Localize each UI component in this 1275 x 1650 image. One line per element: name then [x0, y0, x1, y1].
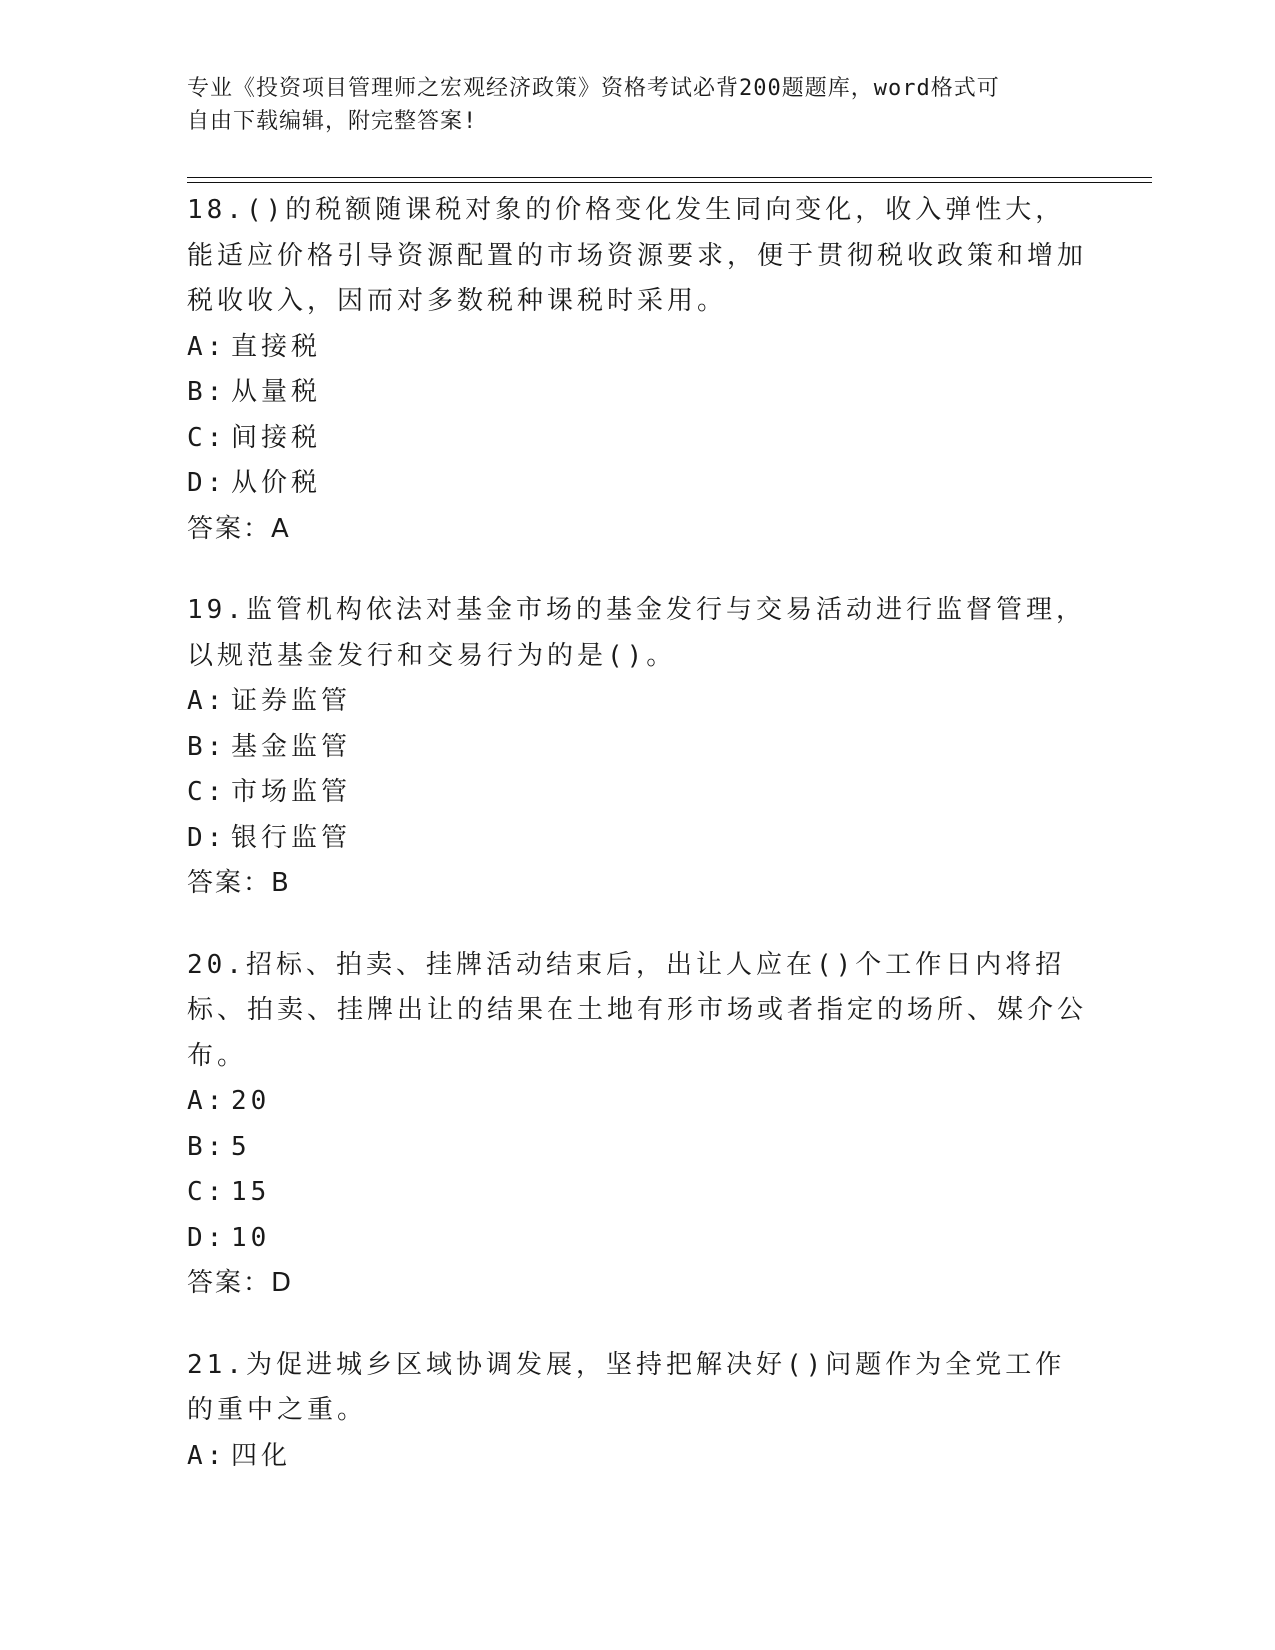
option-letter: C:: [187, 422, 227, 453]
option-text: 证券监管: [231, 686, 352, 716]
option-a: [187, 325, 1087, 371]
option-b: [187, 1125, 1087, 1171]
option-text: 从量税: [231, 377, 322, 407]
option-text: 20: [231, 1086, 271, 1116]
question-stem: 21.为促进城乡区域协调发展，坚持把解决好()问题作为全党工作的重中之重。: [187, 1349, 1066, 1425]
option-letter: B:: [187, 377, 227, 407]
question-20: [187, 943, 1087, 1307]
option-text: 5: [231, 1131, 251, 1162]
header-line-2: 自由下载编辑，附完整答案!: [187, 109, 478, 134]
question-18: [187, 188, 1087, 552]
option-letter: D:: [187, 1222, 227, 1253]
answer-line: 答案：A: [187, 513, 291, 544]
option-text: 10: [231, 1222, 271, 1253]
option-text: 从价税: [231, 468, 322, 498]
option-a: [187, 679, 1087, 725]
option-letter: C:: [187, 777, 227, 807]
option-c: [187, 1170, 1087, 1216]
option-text: 市场监管: [231, 777, 352, 807]
option-b: [187, 370, 1087, 416]
option-d: [187, 461, 1087, 507]
option-c: [187, 416, 1087, 462]
option-letter: A:: [187, 1440, 227, 1471]
question-19: [187, 588, 1087, 907]
option-letter: A:: [187, 331, 227, 362]
option-letter: C:: [187, 1177, 227, 1207]
option-text: 基金监管: [231, 731, 352, 762]
option-b: [187, 725, 1087, 771]
question-list: [187, 188, 1087, 1515]
question-stem: 20.招标、拍卖、挂牌活动结束后，出让人应在()个工作日内将招标、拍卖、挂牌出让的结果在土地有形市场或者指定的场所、媒介公布。: [187, 949, 1088, 1071]
option-letter: D:: [187, 822, 227, 853]
option-d: [187, 816, 1087, 862]
option-text: 四化: [231, 1440, 292, 1471]
question-21: [187, 1343, 1087, 1480]
option-letter: A:: [187, 1086, 227, 1116]
question-stem: 19.监管机构依法对基金市场的基金发行与交易活动进行监督管理，以规范基金发行和交易行为的是()。: [187, 595, 1086, 671]
header-divider-top: [187, 177, 1152, 178]
answer-line: 答案：B: [187, 868, 291, 898]
header-divider-bottom: [187, 182, 1152, 183]
option-a: [187, 1079, 1087, 1125]
option-text: 直接税: [231, 331, 322, 362]
option-letter: B:: [187, 1131, 227, 1162]
option-a: [187, 1434, 1087, 1480]
header-line-1: 专业《投资项目管理师之宏观经济政策》资格考试必背200题题库，word格式可: [187, 76, 1000, 101]
option-letter: D:: [187, 468, 227, 498]
answer-line: 答案：D: [187, 1268, 294, 1298]
option-text: 银行监管: [231, 822, 352, 853]
document-header: [187, 72, 1067, 138]
option-letter: A:: [187, 686, 227, 716]
option-text: 间接税: [231, 422, 322, 453]
question-stem: 18.()的税额随课税对象的价格变化发生同向变化，收入弹性大，能适应价格引导资源配置的市场资源要求，便于贯彻税收政策和增加税收收入，因而对多数税种课税时采用。: [187, 195, 1088, 316]
option-c: [187, 770, 1087, 816]
option-d: [187, 1216, 1087, 1262]
option-letter: B:: [187, 731, 227, 762]
option-text: 15: [231, 1177, 271, 1207]
